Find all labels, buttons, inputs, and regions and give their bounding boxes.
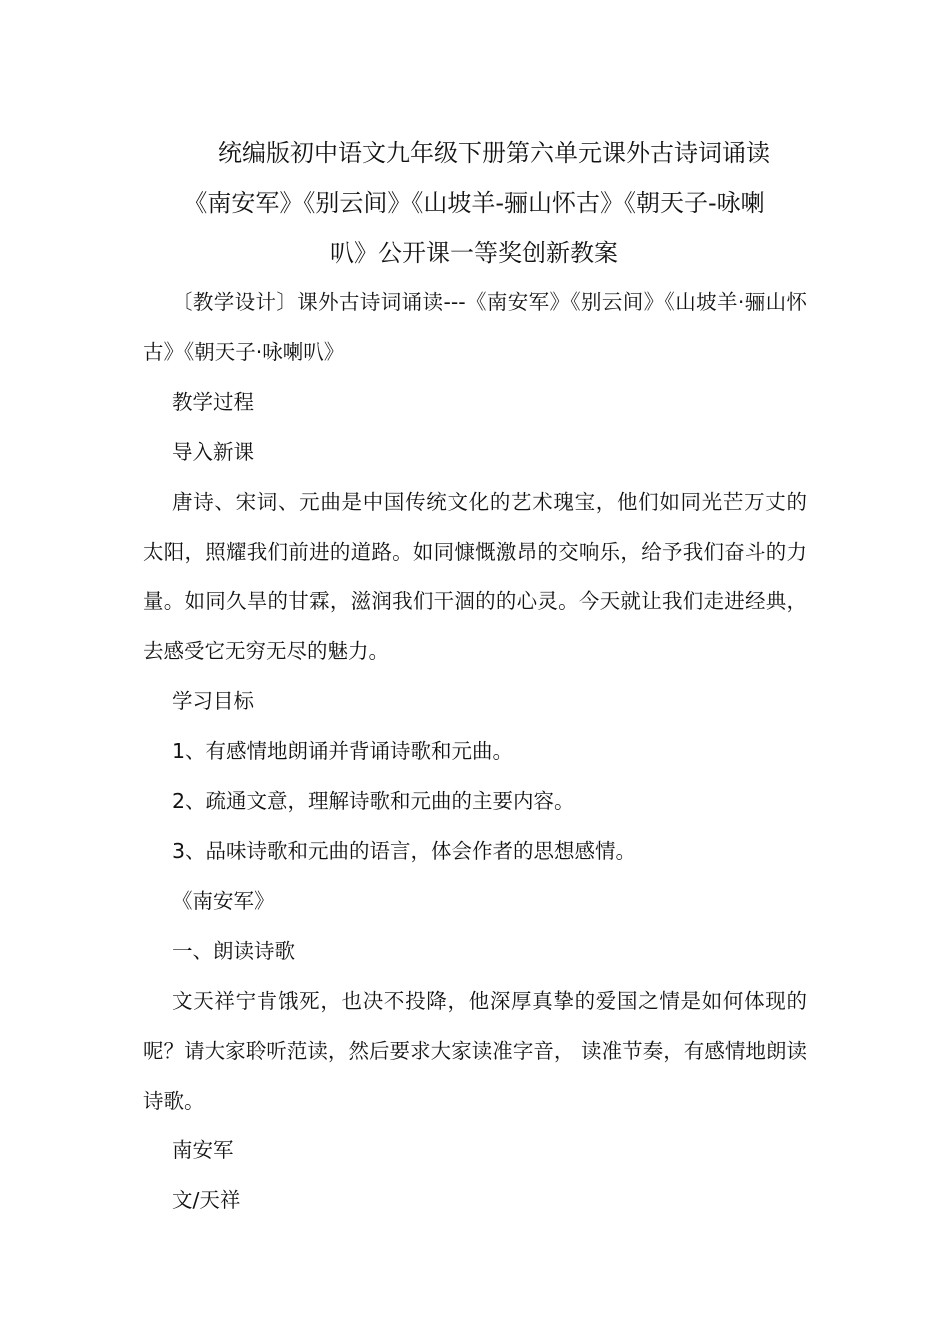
step-1-heading: 一、朗读诗歌 (172, 938, 295, 963)
goals-heading: 学习目标 (172, 689, 254, 714)
goal-item-2: 2、疏通文意，理解诗歌和元曲的主要内容。 (172, 789, 575, 814)
teaching-process-heading: 教学过程 (172, 389, 254, 414)
poem-title: 南安军 (172, 1138, 234, 1163)
title-line-3: 叭》公开课一等奖创新教案 (330, 239, 618, 267)
goal-item-1: 1、有感情地朗诵并背诵诗歌和元曲。 (172, 739, 514, 764)
step-1-paragraph: 文天祥宁肯饿死，也决不投降，他深厚真挚的爱国之情是如何体现的呢？请大家聆听范读，然后要求大家读准字音， 读准节奏，有感情地朗读诗歌。 (143, 988, 807, 1113)
intro-heading: 导入新课 (172, 439, 254, 464)
goal-item-3: 3、品味诗歌和元曲的语言，体会作者的思想感情。 (172, 838, 637, 863)
document-body (143, 278, 807, 1226)
teaching-design-paragraph: 〔教学设计〕课外古诗词诵读---《南安军》《别云间》《山坡羊·骊山怀古》《朝天子·咏喇叭》 (143, 290, 807, 364)
intro-paragraph: 唐诗、宋词、元曲是中国传统文化的艺术瑰宝，他们如同光芒万丈的太阳，照耀我们前进的道路。如同慷慨激昂的交响乐，给予我们奋斗的力量。如同久旱的甘霖，滋润我们干涸的的心灵。今天就让我们走进经典，去感受它无穷无尽的魅力。 (143, 489, 807, 664)
poem-section-heading: 《南安军》 (172, 888, 275, 913)
document-title (140, 128, 808, 278)
title-line-1: 统编版初中语文九年级下册第六单元课外古诗词诵读 (218, 139, 770, 167)
title-line-2: 《南安军》《别云间》《山坡羊-骊山怀古》《朝天子-咏喇 (183, 189, 765, 217)
poem-author: 文/天祥 (172, 1188, 241, 1213)
